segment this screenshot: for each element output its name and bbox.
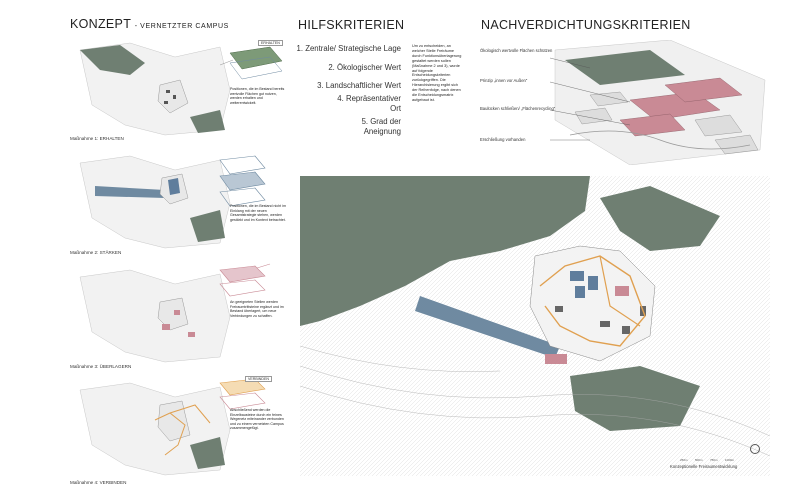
freiraum-map <box>300 176 770 476</box>
axonometric-view <box>480 40 770 165</box>
kriterium-2: 2. Ökologischer Wert <box>328 62 401 72</box>
kriterium-3: 3. Landschaftlicher Wert <box>317 81 401 90</box>
nachverdichtung-label-2: Prinzip „innen vor Außen“ <box>480 78 528 83</box>
nachverdichtung-label-3: Baulücken schließen/ „Flächenrecycling“ <box>480 106 556 111</box>
scale-label-2: 500m <box>694 458 703 462</box>
north-arrow-icon <box>750 444 760 454</box>
step-3-note: An geeigneten Stellen werden Freiraumtrittsteine ergänzt und im Bestand überlagert, um neue Verbindungen zu schaffen. <box>230 300 284 318</box>
step-3-caption: Maßnahme 3: ÜBERLAGERN <box>70 364 132 369</box>
kriterium-5: 5. Grad der Aneignung <box>361 116 401 136</box>
scale-label-4: 1000m <box>724 458 735 462</box>
step-1-tag: ERHALTEN <box>258 40 283 46</box>
konzept-heading <box>70 17 229 31</box>
hilfskriterien-note: Um zu entscheiden, an welcher Stelle Freiräume durch Funktionsüberlagerung gestaltet werden sollen (Maßnahme 2 und 3), wurde auf folgende Entscheidungskriterien zurückgegriffen. Die Hierarchisierung ergibt sich der Reihenfolge, nach denen die Entscheidungsmatrix aufgebaut ist. <box>412 44 462 102</box>
konzept-title: KONZEPT <box>70 17 131 31</box>
hilfskriterien-list <box>283 44 401 138</box>
map-title: Konzeptionelle Freiraumentwicklung <box>670 464 738 469</box>
hilfskriterien-title: HILFSKRITERIEN <box>298 18 405 32</box>
konzept-step-2 <box>70 148 292 260</box>
scale-label-3: 750m <box>709 458 718 462</box>
step-4-map <box>70 375 292 487</box>
step-4-tag: VERBINDEN <box>245 376 272 382</box>
step-4-caption: Maßnahme 4: VERBINDEN <box>70 480 127 485</box>
nachverdichtung-title: NACHVERDICHTUNGSKRITERIEN <box>481 18 691 32</box>
kriterium-4: 4. Repräsentativer Ort <box>337 93 401 113</box>
konzept-step-4 <box>70 375 292 487</box>
konzept-step-1 <box>70 35 292 147</box>
konzept-subtitle: - VERNETZTER CAMPUS <box>134 23 229 30</box>
scale-label-1: 250m <box>680 458 688 462</box>
nachverdichtung-diagram <box>480 40 770 165</box>
step-2-note: Positionen, die im Bestand nicht im Einklang mit der neuen Gesamtstrategie stehen, werden gestärkt und im Kontext betrachtet. <box>230 204 286 222</box>
nachverdichtung-label-1: Ökologisch wertvolle Flächen schützen <box>480 48 553 53</box>
konzept-step-3 <box>70 262 292 374</box>
main-map <box>300 176 770 476</box>
step-1-caption: Maßnahme 1: ERHALTEN <box>70 136 124 141</box>
step-1-note: Positionen, die im Bestand bereits wertvolle Flächen gut nutzen, werden erhalten und weiterentwickelt. <box>230 87 285 105</box>
step-2-caption: Maßnahme 2: STÄRKEN <box>70 250 122 255</box>
step-4-note: Abschließend werden die Einzelbausteine durch ein feines Wegenetz miteinander verbunden und zu einem vernetzten Campus zusammengefügt. <box>230 408 284 431</box>
nachverdichtung-label-4: Erschließung vorhanden <box>480 137 526 142</box>
kriterium-1: 1. Zentrale/ Strategische Lage <box>296 44 401 53</box>
